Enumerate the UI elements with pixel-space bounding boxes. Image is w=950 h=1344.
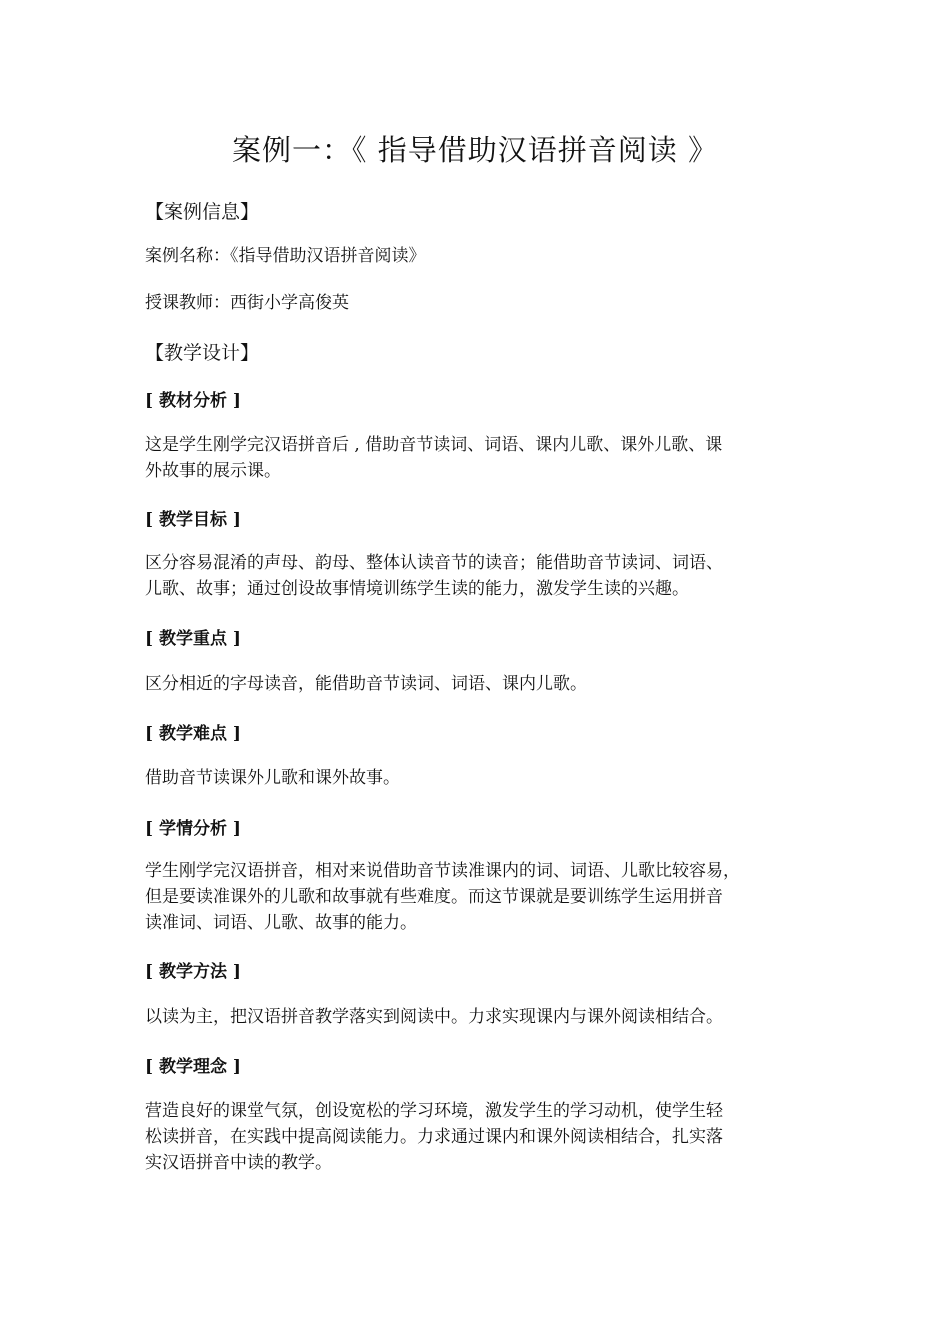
section-text-key-points <box>145 671 810 697</box>
section-text-material <box>145 432 810 484</box>
section-text-methods <box>145 1004 810 1030</box>
text-line: 以读为主，把汉语拼音教学落实到阅读中。力求实现课内与课外阅读相结合。 <box>145 1007 723 1027</box>
text-line: 区分相近的字母读音，能借助音节读词、词语、课内儿歌。 <box>145 674 587 694</box>
text-line: 松读拼音，在实践中提高阅读能力。力求通过课内和课外阅读相结合，扎实落 <box>145 1127 723 1147</box>
text-line: 实汉语拼音中读的教学。 <box>145 1153 332 1173</box>
section-heading-methods: [ 教学方法 ] <box>145 962 241 982</box>
case-name-line: 案例名称：《指导借助汉语拼音阅读》 <box>145 246 426 266</box>
text-line: 读准词、词语、儿歌、故事的能力。 <box>145 913 417 933</box>
section-heading-philosophy: [ 教学理念 ] <box>145 1057 241 1077</box>
text-line: 学生刚学完汉语拼音，相对来说借助音节读准课内的词、词语、儿歌比较容易， <box>145 861 740 881</box>
text-line: 区分容易混淆的声母、韵母、整体认读音节的读音；能借助音节读词、词语、 <box>145 553 723 573</box>
section-text-goals <box>145 550 810 602</box>
section-heading-difficulties: [ 教学难点 ] <box>145 724 241 744</box>
text-line: 但是要读准课外的儿歌和故事就有些难度。而这节课就是要训练学生运用拼音 <box>145 887 723 907</box>
section-heading-material: [ 教材分析 ] <box>145 391 241 411</box>
design-header: 【教学设计】 <box>145 342 260 364</box>
text-line: 借助音节读课外儿歌和课外故事。 <box>145 768 400 788</box>
section-heading-student-analysis: [ 学情分析 ] <box>145 819 241 839</box>
section-heading-key-points: [ 教学重点 ] <box>145 629 241 649</box>
text-line: 这是学生刚学完汉语拼音后 , 借助音节读词、词语、课内儿歌、课外儿歌、课 <box>145 435 723 455</box>
case-info-header: 【案例信息】 <box>145 201 260 223</box>
section-text-student-analysis <box>145 858 810 936</box>
section-heading-goals: [ 教学目标 ] <box>145 510 241 530</box>
text-line: 营造良好的课堂气氛，创设宽松的学习环境，激发学生的学习动机，使学生轻 <box>145 1101 723 1121</box>
section-text-philosophy <box>145 1098 810 1176</box>
section-text-difficulties <box>145 765 810 791</box>
text-line: 外故事的展示课。 <box>145 461 281 481</box>
teacher-line: 授课教师：西街小学高俊英 <box>145 293 349 313</box>
document-title: 案例一：《 指导借助汉语拼音阅读 》 <box>232 133 718 167</box>
text-line: 儿歌、故事；通过创设故事情境训练学生读的能力，激发学生读的兴趣。 <box>145 579 689 599</box>
